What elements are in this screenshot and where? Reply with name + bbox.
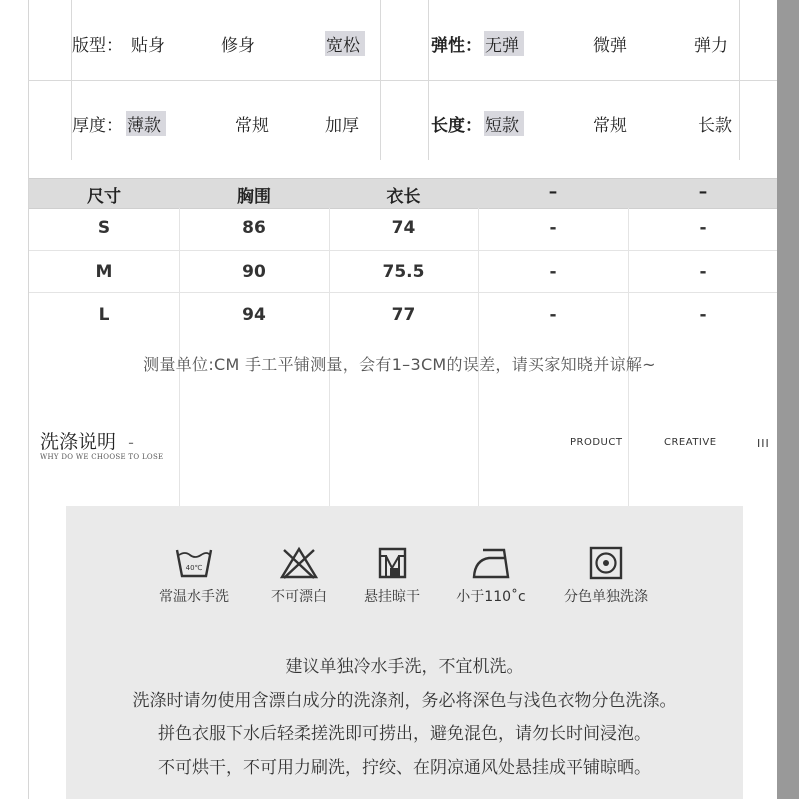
header-empty-2: – (698, 182, 708, 202)
nav-creative[interactable]: CREATIVE (664, 437, 717, 448)
care-panel (66, 506, 743, 799)
washing-subtitle: WHY DO WE CHOOSE TO LOSE (40, 453, 164, 461)
iron-icon (471, 546, 511, 580)
thickness-option-thick[interactable]: 加厚 (325, 116, 359, 136)
washing-title-text: 洗涤说明 (40, 431, 117, 453)
cell-size: L (98, 305, 110, 325)
separate-wash-icon (586, 546, 626, 580)
cell-length: 75.5 (382, 262, 425, 282)
hand-wash-icon (174, 546, 214, 580)
header-length: 衣长 (386, 187, 421, 207)
cell-empty: - (549, 262, 557, 282)
cell-empty: - (699, 218, 707, 238)
measurement-note: 测量单位:CM 手工平铺测量，会有1–3CM的误差，请买家知晓并谅解~ (143, 355, 656, 374)
header-empty-1: – (548, 182, 558, 202)
thickness-label: 厚度： (72, 116, 123, 136)
cell-empty: - (549, 305, 557, 325)
care-item-separate-wash (556, 546, 656, 606)
attribute-grid (28, 0, 777, 178)
grid-line (28, 80, 777, 81)
elasticity-label: 弹性： (431, 36, 482, 56)
thickness-option-thin-selected[interactable]: 薄款 (126, 111, 166, 136)
right-scroll-bar[interactable] (777, 0, 799, 799)
cell-length: 77 (391, 305, 416, 325)
care-item-no-bleach (259, 546, 339, 606)
cell-chest: 94 (242, 305, 266, 325)
no-bleach-icon (279, 546, 319, 580)
header-size: 尺寸 (87, 187, 121, 207)
fit-option-fitted[interactable]: 修身 (221, 36, 255, 56)
care-item-hand-wash (154, 546, 234, 606)
care-label-separate-wash: 分色单独洗涤 (564, 589, 648, 605)
length-option-regular[interactable]: 常规 (593, 116, 627, 136)
cell-length: 74 (391, 218, 416, 238)
care-item-hang-dry (352, 546, 432, 606)
table-row-line (29, 292, 777, 293)
cell-empty: - (549, 218, 557, 238)
instruction-line: 洗涤时请勿使用含漂白成分的洗涤剂，务必将深色与浅色衣物分色洗涤。 (132, 691, 677, 711)
cell-chest: 86 (242, 218, 266, 238)
care-label-hang-dry: 悬挂晾干 (364, 589, 420, 605)
thickness-option-regular[interactable]: 常规 (235, 116, 269, 136)
washing-title-dash: - (128, 433, 134, 452)
fit-label: 版型： (72, 36, 123, 56)
cell-empty: - (699, 262, 707, 282)
length-option-short-selected[interactable]: 短款 (484, 111, 524, 136)
cell-size: M (95, 262, 113, 282)
cell-size: S (97, 218, 111, 238)
instruction-line: 建议单独冷水手洗，不宜机洗。 (285, 657, 524, 677)
care-item-iron (451, 546, 531, 606)
length-option-long[interactable]: 长款 (698, 116, 732, 136)
fit-option-slim[interactable]: 贴身 (131, 36, 165, 56)
elasticity-option-slight[interactable]: 微弹 (593, 36, 627, 56)
care-label-no-bleach: 不可漂白 (271, 589, 327, 605)
washing-title (40, 427, 134, 454)
care-label-hand-wash: 常温水手洗 (159, 589, 229, 605)
instruction-line: 不可烘干，不可用力刷洗，拧绞、在阴凉通风处悬挂成平铺晾晒。 (158, 758, 651, 778)
cell-chest: 90 (242, 262, 266, 282)
menu-bars-icon[interactable]: III (757, 437, 770, 450)
instruction-line: 拼色衣服下水后轻柔搓洗即可捞出，避免混色，请勿长时间浸泡。 (158, 724, 651, 744)
elasticity-option-none-selected[interactable]: 无弹 (484, 31, 524, 56)
elasticity-option-stretch[interactable]: 弹力 (694, 36, 728, 56)
nav-product[interactable]: PRODUCT (570, 437, 623, 448)
care-label-iron: 小于110˚c (456, 589, 526, 605)
cell-empty: - (699, 305, 707, 325)
wash-temp-text: 40℃ (185, 564, 203, 572)
table-row-line (29, 250, 777, 251)
hang-dry-icon (372, 546, 412, 580)
fit-option-loose-selected[interactable]: 宽松 (325, 31, 365, 56)
length-label: 长度： (431, 116, 482, 136)
header-chest: 胸围 (237, 187, 271, 207)
